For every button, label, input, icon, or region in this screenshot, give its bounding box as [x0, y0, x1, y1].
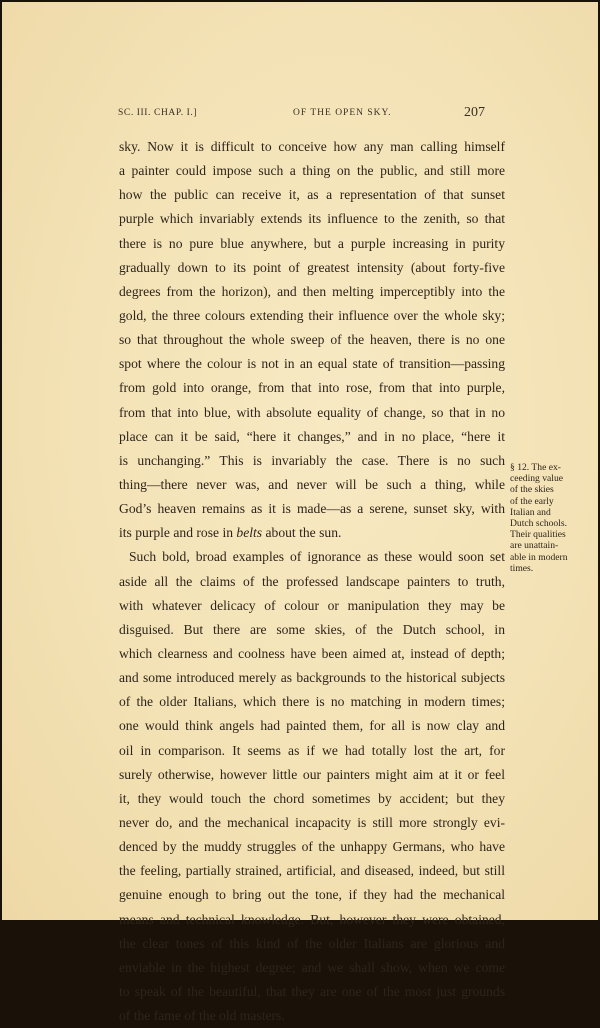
text-line: sky. Now it is difficult to conceive how any man calling himself	[119, 139, 505, 154]
text-line: of the fame of the old masters.	[119, 1008, 285, 1024]
paragraph-start-line: Such bold, broad examples of ignorance as these would soon set	[129, 549, 505, 565]
text-line: with whatever delicacy of colour or manipulation they may be	[119, 597, 505, 613]
sidenote-line: Dutch schools.	[510, 518, 568, 530]
text-line: denced by the muddy struggles of the unhappy Germans, who have	[119, 839, 505, 855]
running-head	[118, 105, 485, 123]
text-fragment: about the sun.	[262, 525, 342, 541]
sidenote-line: of the skies	[510, 484, 554, 496]
text-line: a painter could impose such a thing on the public, and still more	[119, 163, 505, 179]
chapter-title: OF THE OPEN SKY.	[293, 108, 392, 118]
text-fragment: its purple and rose in	[119, 525, 237, 541]
text-line: how the public can receive it, as a representation of that sunset	[119, 187, 505, 203]
marginal-note	[510, 462, 600, 574]
text-line: surely otherwise, however little our painters might aim at it or feel	[119, 766, 505, 782]
book-page	[2, 2, 598, 1024]
text-line: genuine enough to bring out the tone, if they had the mechanical	[119, 887, 505, 903]
sidenote-line: Italian and	[510, 506, 551, 518]
text-line: means and technical knowledge. But, however they were obtained,	[119, 911, 505, 927]
text-line: the clear tones of this kind of the older Italians are glorious and	[119, 935, 505, 951]
text-line: there is no pure blue anywhere, but a purple increasing in purity	[119, 235, 505, 251]
text-line: never do, and the mechanical incapacity is still more strongly evi-	[119, 814, 505, 830]
sidenote-line: ceeding value	[510, 473, 564, 485]
text-line: gradually down to its point of greatest intensity (about forty-five	[119, 259, 505, 275]
text-line: God’s heaven remains as it is made—as a serene, sunset sky, with	[119, 501, 505, 517]
body-text	[119, 135, 505, 1028]
sidenote-line: able in modern	[510, 551, 568, 563]
section-chapter-label: SC. III. CHAP. I.]	[118, 108, 198, 118]
text-line: aside all the claims of the professed landscape painters to truth,	[119, 573, 505, 589]
text-line: the feeling, partially strained, artificial, and diseased, indeed, but still	[119, 863, 505, 879]
sidenote-line: of the early	[510, 495, 554, 507]
text-line: thing—there never was, and never will be such a thing, while	[119, 476, 505, 492]
sidenote-line: Their qualities	[510, 529, 566, 541]
sidenote-line: times.	[510, 562, 534, 574]
text-line: enviable in the highest degree; and we shall show, when we come	[119, 959, 505, 975]
text-line: and some introduced merely as backgrounds to the historical subjects	[119, 670, 505, 686]
text-line: is unchanging.” This is invariably the case. There is no such	[119, 452, 505, 468]
sidenote-line: § 12. The ex-	[510, 462, 561, 473]
text-line: it, they would touch the chord sometimes by accident; but they	[119, 790, 505, 806]
italic-word: belts	[236, 525, 263, 541]
text-line: oil in comparison. It seems as if we had totally lost the art, for	[119, 742, 505, 758]
text-line: one would think angels had painted them, for all is now clay and	[119, 718, 505, 734]
text-line: which clearness and coolness have been aimed at, instead of depth;	[119, 645, 505, 661]
text-line: from that into blue, with absolute equality of change, so that in no	[119, 404, 505, 420]
paragraph-end-line	[119, 521, 505, 545]
text-line: place can it be said, “here it changes,” and in no place, “here it	[119, 428, 505, 444]
text-line: degrees from the horizon), and then melting imperceptibly into the	[119, 283, 505, 299]
text-line: to speak of the beautiful, that they are one of the most just grounds	[119, 983, 505, 999]
text-line: disguised. But there are some skies, of the Dutch school, in	[119, 621, 505, 637]
text-line: from gold into orange, from that into rose, from that into purple,	[119, 380, 505, 396]
text-line: of the older Italians, which there is no matching in modern times;	[119, 694, 505, 710]
text-line: spot where the colour is not in an equal state of transition—passing	[119, 356, 505, 372]
text-line: purple which invariably extends its influence to the zenith, so that	[119, 211, 505, 227]
sidenote-line: are unattain-	[510, 540, 559, 552]
page-number: 207	[464, 105, 485, 120]
text-line: so that throughout the whole sweep of the heaven, there is no one	[119, 332, 505, 348]
text-line: gold, the three colours extending their influence over the whole sky;	[119, 307, 505, 323]
